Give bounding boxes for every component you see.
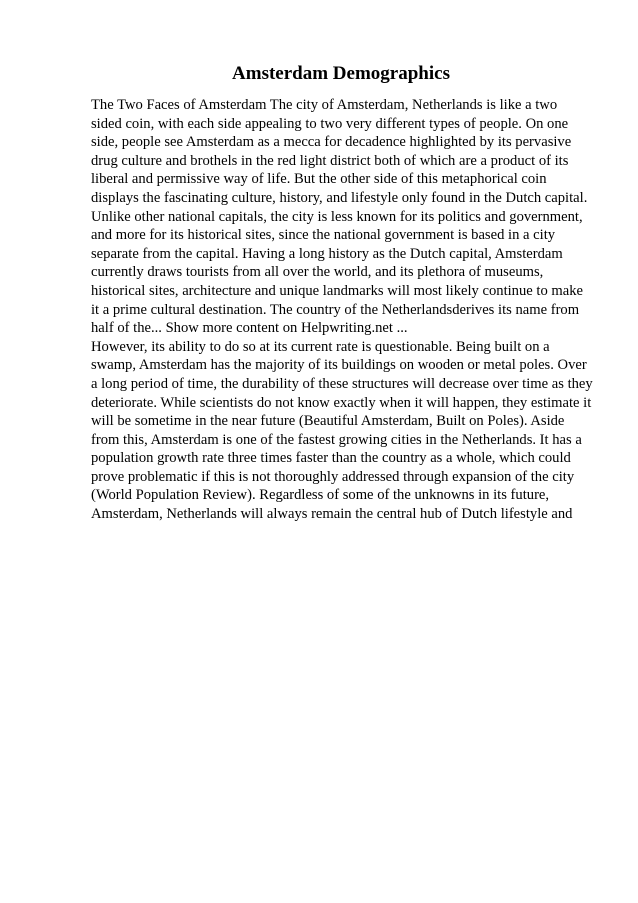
- body-line: prove problematic if this is not thoroughly addressed through expansion of the city: [91, 468, 575, 485]
- body-line: swamp, Amsterdam has the majority of its buildings on wooden or metal poles. Over: [91, 357, 587, 374]
- body-line: from this, Amsterdam is one of the fastest growing cities in the Netherlands. It has a: [91, 431, 582, 448]
- body-line: Amsterdam, Netherlands will always remain the central hub of Dutch lifestyle and: [91, 506, 573, 523]
- body-line: sided coin, with each side appealing to two very different types of people. On one: [91, 115, 569, 132]
- body-line: separate from the capital. Having a long history as the Dutch capital, Amsterdam: [91, 245, 563, 262]
- body-line: The Two Faces of Amsterdam The city of Amsterdam, Netherlands is like a two: [91, 97, 558, 113]
- body-line: (World Population Review). Regardless of some of the unknowns in its future,: [91, 487, 550, 504]
- body-line: However, its ability to do so at its current rate is questionable. Being built on a: [91, 338, 550, 355]
- body-line: historical sites, architecture and unique landmarks will most likely continue to make: [91, 282, 584, 299]
- body-line: will be sometime in the near future (Beautiful Amsterdam, Built on Poles). Aside: [91, 413, 565, 430]
- body-line: a long period of time, the durability of these structures will decrease over time as they: [91, 375, 593, 392]
- body-line: drug culture and brothels in the red light district both of which are a product of its: [91, 152, 569, 169]
- body-line: currently draws tourists from all over the world, and its plethora of museums,: [91, 264, 544, 281]
- body-line: and more for its historical sites, since the national government is based in a city: [91, 227, 556, 244]
- body-line: deteriorate. While scientists do not know exactly when it will happen, they estimate it: [91, 394, 592, 411]
- body-line: side, people see Amsterdam as a mecca for decadence highlighted by its pervasive: [91, 134, 572, 151]
- document-body: [91, 96, 597, 524]
- body-line: Unlike other national capitals, the city is less known for its politics and government,: [91, 208, 583, 225]
- body-line: population growth rate three times faster than the country as a whole, which could: [91, 450, 571, 467]
- document-title: Amsterdam Demographics: [232, 63, 450, 84]
- body-line: displays the fascinating culture, history, and lifestyle only found in the Dutch capital.: [91, 189, 588, 206]
- body-line: half of the... Show more content on Helpwriting.net ...: [91, 320, 408, 337]
- body-line: liberal and permissive way of life. But the other side of this metaphorical coin: [91, 171, 547, 188]
- body-line: it a prime cultural destination. The country of the Netherlandsderives its name from: [91, 301, 580, 318]
